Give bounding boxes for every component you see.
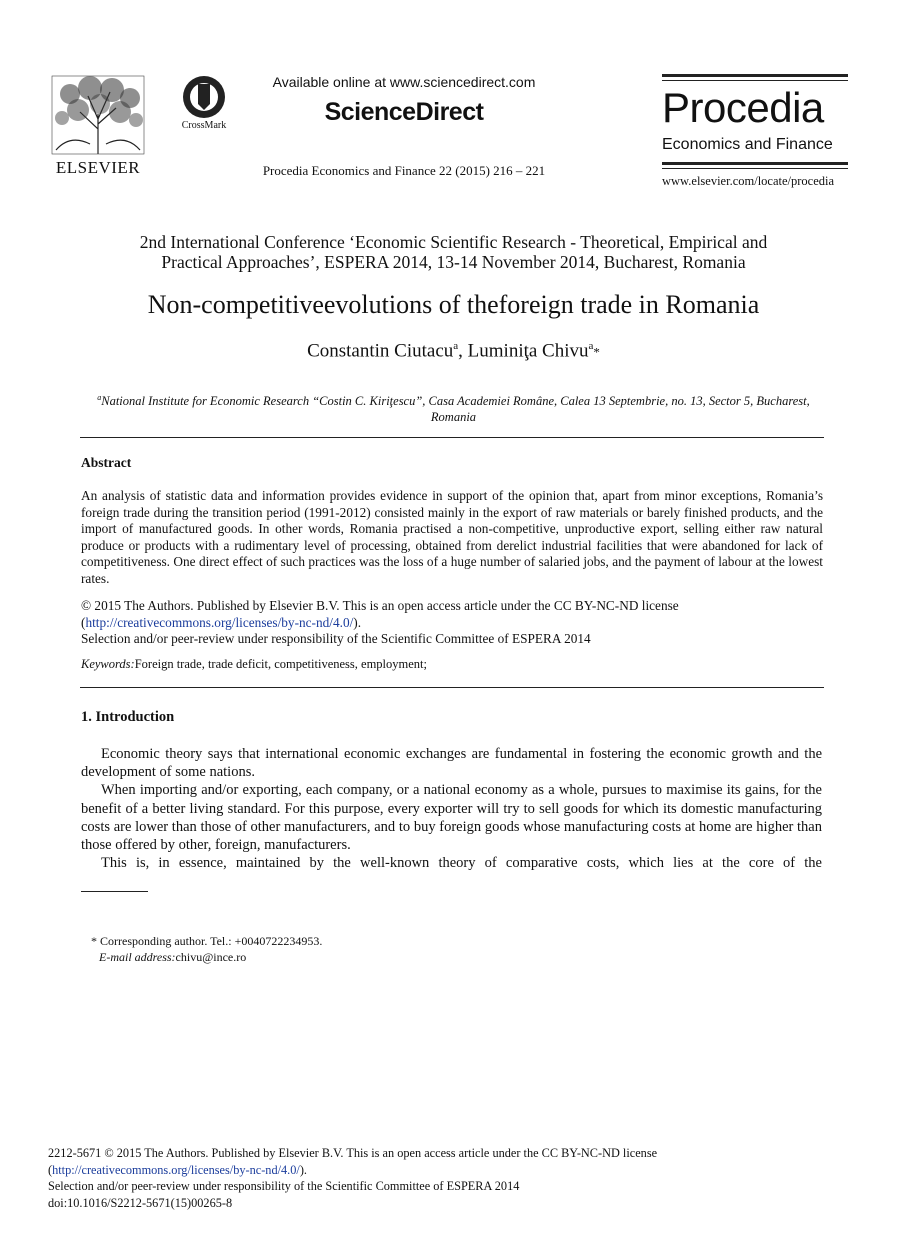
author-1-affil: a [453, 340, 459, 352]
journal-reference: Procedia Economics and Finance 22 (2015) 216 – 221 [262, 163, 546, 178]
footnote [91, 933, 322, 965]
license-line [81, 615, 823, 632]
author-2: Luminiţa Chivu [467, 340, 589, 362]
footer-license-close: ). [299, 1162, 307, 1177]
procedia-rule-top [662, 74, 848, 77]
footnote-rule [81, 891, 148, 892]
footer-doi[interactable]: doi:10.1016/S2212-5671(15)00265-8 [48, 1195, 233, 1210]
copyright-line: © 2015 The Authors. Published by Elsevier B.V. This is an open access article under the CC BY-NC-ND license [81, 598, 679, 613]
abstract-text: An analysis of statistic data and information provides evidence in support of the opinion that, apart from minor exceptions, Romania’s foreign trade during the transition period (1991-2012) consisted mainly in the export of raw materials or barely finished products, and the import of manufactured goods. In other words, Romania practised a non-competitive, unproductive export, selling either raw natural produce or products with a rudimentary level of processing, obtained from derelict industrial facilities that were abandoned for lack of competitiveness. One direct effect of such practices was the loss of a huge number of salaried jobs, and the payment of labour at the lowest rates. [81, 488, 823, 586]
crossmark-logo[interactable] [176, 74, 232, 134]
footnote-dot: . [319, 934, 323, 948]
keywords [81, 657, 823, 672]
paper-title: Non-competitiveevolutions of theforeign trade in Romania [147, 290, 760, 319]
intro-paragraph-1: Economic theory says that international economic exchanges are fundamental in fostering the economic growth and the development of some nations. [81, 746, 822, 781]
license-link[interactable]: http://creativecommons.org/licenses/by-nc-nd/4.0/ [85, 614, 354, 630]
available-online: Available online at www.sciencedirect.com [272, 74, 536, 90]
procedia-url[interactable]: www.elsevier.com/locate/procedia [662, 174, 835, 188]
copyright-block [81, 598, 823, 648]
footnote-corresponding [91, 933, 322, 949]
author-1: Constantin Ciutacu [307, 340, 454, 362]
email-address[interactable]: chivu@ince.ro [175, 950, 247, 964]
footer-issn-line: 2212-5671 © 2015 The Authors. Published by Elsevier B.V. This is an open access article under the CC BY-NC-ND license [48, 1146, 658, 1160]
corresponding-star: * [593, 344, 600, 360]
procedia-logo [662, 74, 850, 192]
crossmark-icon [181, 74, 227, 120]
footnote-author: Corresponding author. Tel.: +0040722234953 [100, 934, 320, 948]
procedia-title: Procedia [662, 84, 824, 131]
footnote-star: * [91, 934, 100, 948]
keywords-text: Foreign trade, trade deficit, competitiveness, employment; [134, 657, 427, 671]
review-line: Selection and/or peer-review under responsibility of the Scientific Committee of ESPERA 2014 [81, 631, 591, 647]
intro-body [81, 745, 822, 872]
affiliation-sup: a [97, 393, 102, 402]
authors [60, 340, 847, 362]
affiliation [70, 390, 837, 425]
abstract-heading: Abstract [81, 455, 132, 470]
page-footer [48, 1145, 868, 1211]
procedia-subtitle: Economics and Finance [662, 136, 833, 153]
email-label: E-mail address: [99, 950, 176, 964]
rule-top [80, 437, 824, 438]
footer-license-open: ( [48, 1162, 53, 1177]
footnote-email-line [91, 949, 322, 965]
crossmark-label: CrossMark [181, 120, 227, 131]
procedia-rule-top-2 [662, 80, 848, 81]
elsevier-wordmark: ELSEVIER [55, 158, 141, 177]
affiliation-line-2: Romania [430, 410, 477, 425]
keywords-label: Keywords: [81, 657, 135, 671]
conference-line-2: Practical Approaches’, ESPERA 2014, 13-14 November 2014, Bucharest, Romania [161, 252, 746, 272]
affiliation-line-1: National Institute for Economic Research “Costin C. Kiriţescu”, Casa Academiei Române, Calea 13 Septembrie, no. 13, Sector 5, Bucharest, [101, 394, 810, 409]
footer-review-line: Selection and/or peer-review under responsibility of the Scientific Committee of ESPERA 2014 [48, 1179, 520, 1194]
footer-license-line [48, 1162, 868, 1179]
license-open: ( [81, 614, 86, 630]
procedia-rule-bottom [662, 162, 848, 165]
elsevier-tree-icon [50, 74, 146, 156]
author-2-affil: a [588, 340, 594, 352]
intro-heading: 1. Introduction [81, 709, 175, 725]
sciencedirect-logo: ScienceDirect [324, 98, 484, 126]
author-separator: , [458, 340, 468, 362]
procedia-rule-bottom-2 [662, 168, 848, 169]
elsevier-logo [50, 74, 146, 178]
footer-license-link[interactable]: http://creativecommons.org/licenses/by-nc-nd/4.0/ [52, 1162, 300, 1177]
intro-paragraph-3: This is, in essence, maintained by the well-known theory of comparative costs, which lies at the core of the [101, 855, 822, 872]
intro-paragraph-2: When importing and/or exporting, each company, or a national economy as a whole, pursues to maximise its gains, for the benefit of a better living standard. For this purpose, every exporter will try to sell goods for which its domestic manufacturing costs are lower than those of other manufacturers, and to buy foreign goods whose manufacturing costs at home are higher than those offered by other, foreign, manufacturers. [81, 782, 822, 854]
rule-bottom [80, 687, 824, 688]
license-close: ). [353, 614, 362, 630]
conference-line-1: 2nd International Conference ‘Economic Scientific Research - Theoretical, Empirical and [139, 232, 768, 252]
